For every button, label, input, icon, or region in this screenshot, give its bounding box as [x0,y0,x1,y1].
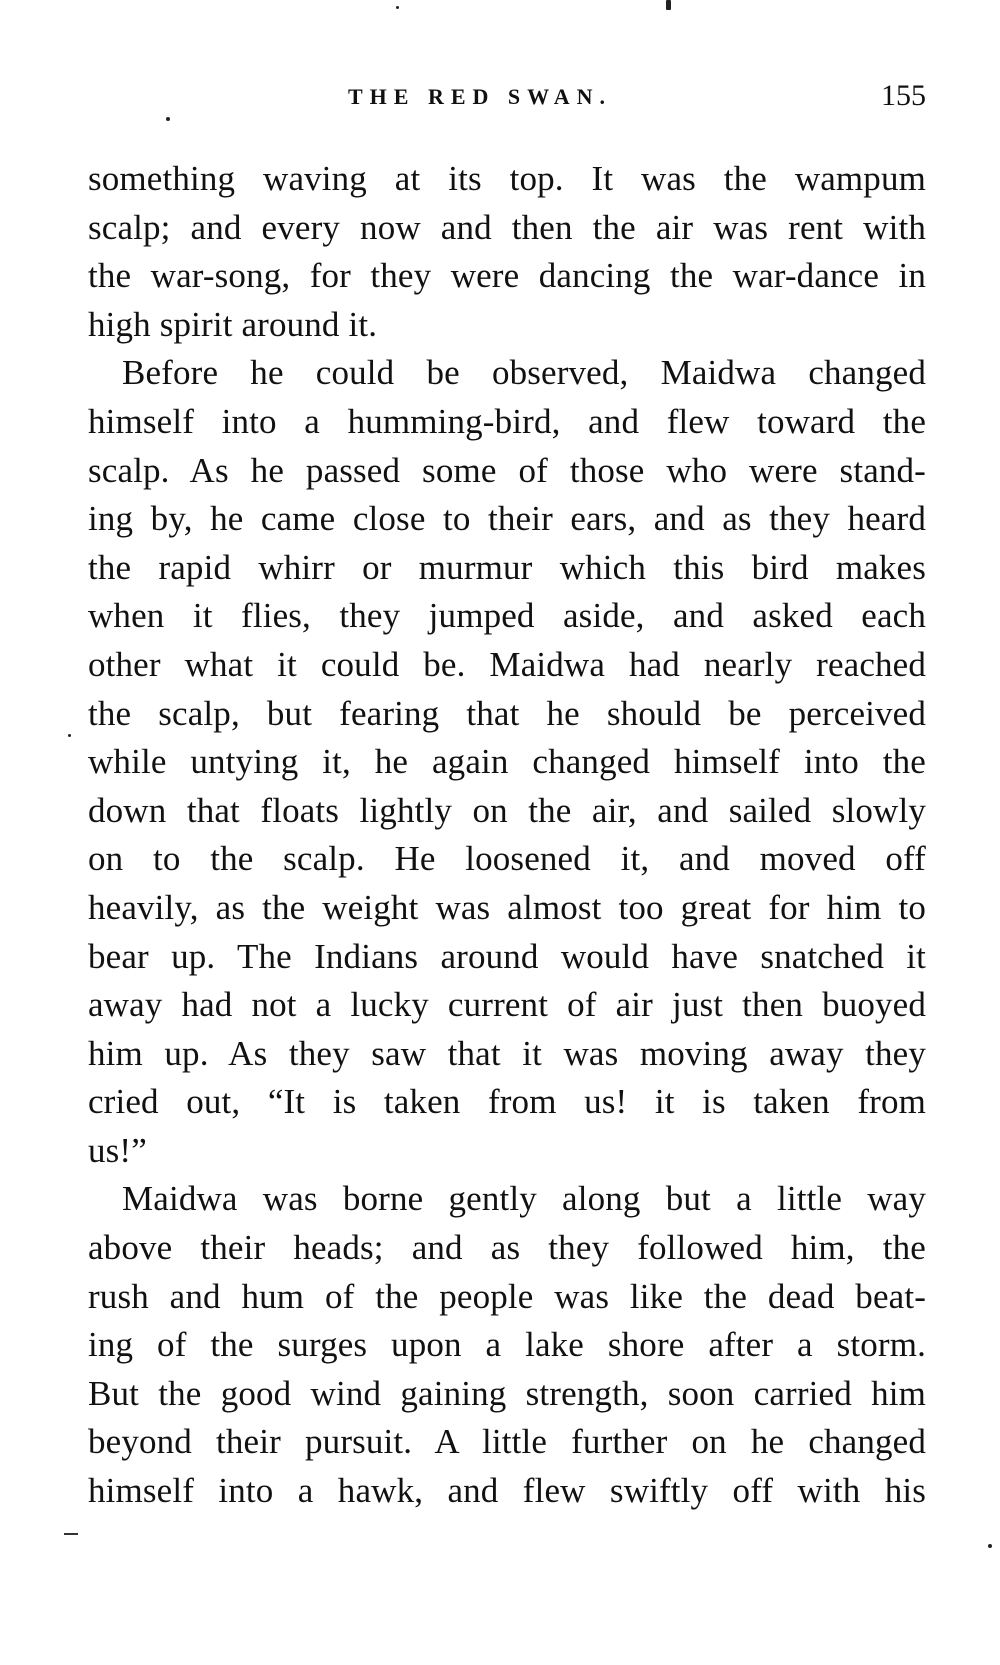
print-speck [396,6,399,9]
text-line: when it flies, they jumped aside, and asked each [88,596,926,636]
running-header [88,79,926,124]
paragraph-2 [88,349,926,1175]
print-speck [666,0,671,10]
text-line: away had not a lucky current of air just then buoyed [88,985,926,1025]
text-line: on to the scalp. He loosened it, and moved off [88,839,926,879]
text-line: something waving at its top. It was the wampum [88,159,926,198]
text-line: him up. As they saw that it was moving away they [88,1033,926,1073]
text-line: scalp; and every now and then the air was rent with [88,207,926,247]
text-line: cried out, “It is taken from us! it is taken from [88,1082,926,1122]
print-speck [68,734,71,737]
text-line: bear up. The Indians around would have snatched it [88,936,926,976]
text-line: rush and hum of the people was like the dead beat- [88,1276,926,1316]
text-line: the war-song, for they were dancing the war-dance in [88,256,926,296]
text-line: above their heads; and as they followed him, the [88,1228,926,1268]
text-line: But the good wind gaining strength, soon carried him [88,1373,926,1413]
text-line: ing by, he came close to their ears, and as they heard [88,499,926,539]
text-line: other what it could be. Maidwa had nearly reached [88,644,926,684]
text-line: Maidwa was borne gently along but a little way [122,1179,926,1219]
running-title: THE RED SWAN. [348,84,612,109]
text-line: Before he could be observed, Maidwa changed [122,353,926,393]
paragraph-1 [88,155,926,349]
text-line: the rapid whirr or murmur which this bird makes [88,547,926,587]
text-line: the scalp, but fearing that he should be perceived [88,693,926,733]
text-line: beyond their pursuit. A little further on he changed [88,1422,926,1462]
text-line: ing of the surges upon a lake shore after a storm. [88,1325,926,1365]
text-line: high spirit around it. [88,304,378,344]
text-line: us!” [88,1130,147,1170]
text-line: heavily, as the weight was almost too great for him to [88,887,926,927]
text-line: himself into a hawk, and flew swiftly off with his [88,1471,926,1511]
print-mark [64,1533,78,1535]
page-body [88,155,926,1565]
paragraph-3 [88,1175,926,1515]
text-line: while untying it, he again changed himself into the [88,742,926,782]
text-line: scalp. As he passed some of those who were stand- [88,450,926,490]
text-line: himself into a humming-bird, and flew toward the [88,401,926,441]
print-speck [988,1544,992,1548]
text-line: down that floats lightly on the air, and sailed slowly [88,790,926,830]
page-number: 155 [881,79,926,112]
